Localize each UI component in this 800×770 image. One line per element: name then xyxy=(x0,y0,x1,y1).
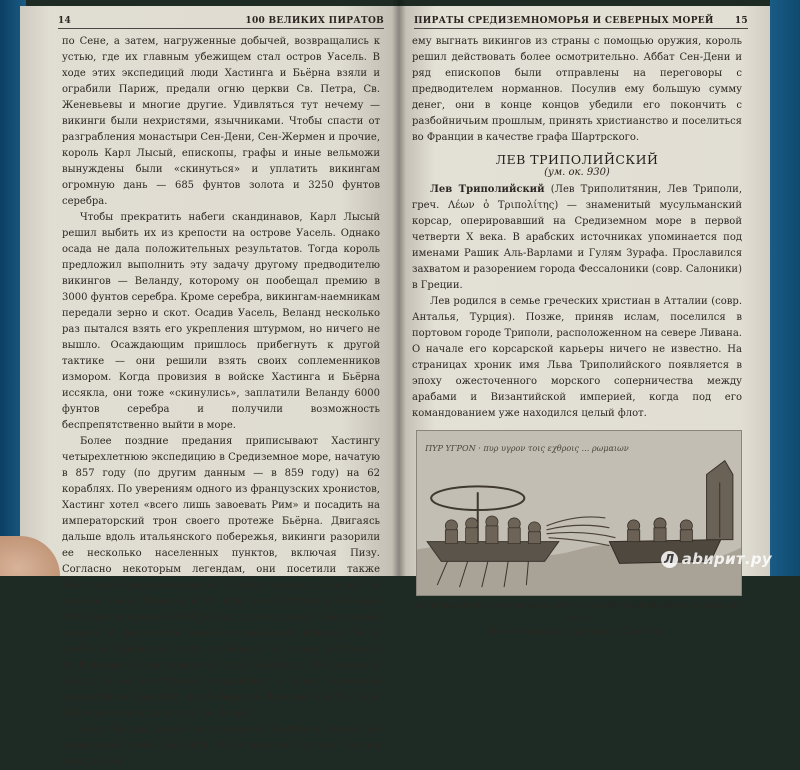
right-intro-paragraph: ему выгнать викингов из страны с помощью оружия, король решил действовать более осмотрительно. Аббат Сен-Дени и ряд епископов были отправлены на переговоры с предводителем норманнов. Посулив ему большую сумму денег, они в конце концов убедили его покончить с разбойничьим прошлым, принять христианство и поселиться во Франции в качестве графа Шартрского. xyxy=(412,36,742,143)
section-subtitle: (ум. ок. 930) xyxy=(544,167,610,178)
left-paragraph-4: Карл Лысый, узнав о возвращении Хастинга, вызвал на совещание своих вассалов. Хотя многие горячие головы предлагали xyxy=(62,724,380,767)
lead-text: (Лев Триполитянин, Лев Триполи, греч. Λέων ὁ Τριπολίτης) — знаменитый мусульманский корсар, оперировавший на Средиземном море в первой четверти X века. В арабских источниках упоминается под именами Рашик Аль-Варлами и Гулям Зурафа. Прославился захватом и разорением города Фессалоники (совр. Салоники) в Греции. xyxy=(412,184,742,291)
right-paragraph-2: Лев родился в семье греческих христиан в Атталии (совр. Анталья, Турция). Позже, приняв ислам, поселился в портовом городе Триполи, расположенном на севере Ливана. О начале его корсарской карьеры ничего не известно. На страницах хроник имя Льва Триполийского появляется в эпоху ожесточенного морского соперничества между арабами и Византийской империей, когда под его командованием уже находился целый флот. xyxy=(412,296,742,419)
right-text-column xyxy=(412,34,742,639)
greek-fire-illustration xyxy=(416,430,742,596)
left-text-column xyxy=(62,34,380,770)
figure-inscription: ΠΥΡ ΥΓΡΟΝ · πυρ υγρον τοις εχθροις ... ρωμαιων xyxy=(425,443,629,453)
watermark-badge-icon: Л xyxy=(661,551,678,568)
manuscript-image xyxy=(417,431,741,595)
section-title: ЛЕВ ТРИПОЛИЙСКИЙ xyxy=(495,152,659,167)
left-paragraph-3: Более поздние предания приписывают Хастингу четырехлетнюю экспедицию в Средиземное море, начатую в 857 году (по другим данным — в 859 году) на 62 кораблях. По уверениям одного из французских хронистов, Хастинг хотел «всего лишь завоевать Рим» и посадить на императорский трон своего протеже Бьёрна. Двигаясь дальше вдоль итальянского побережья, викинги разорили ее несколько населенных пунктов, включая Пизу. Согласно некоторым легендам, они посетили также Восточное Средиземноморье, а затем повернули назад. По данным Гвина Джонса, в 861 году флот Хастинга и Бьёрна столкнулся в районе Гибралтарского пролива с флотилией мавров. В результате морского сражения викинги были разбиты. Примерно треть их бежала на север, добралась до Наварры и там разорила город Памплону. Полученный выкуп за ее властителя, угодившего в плен, норманны продолжили свой путь вдоль берегов Франции и в 862 году благополучно вошли в устье Луары. xyxy=(62,436,380,719)
right-page-number: 15 xyxy=(734,16,748,26)
right-running-head xyxy=(414,16,748,29)
left-paragraph-2: Чтобы прекратить набеги скандинавов, Карл Лысый решил выбить их из крепости на острове Уасель. Однако осада не дала положительных результатов. Тогда король предложил выполнить эту задачу другому предводителю викингов — Веланду, которому он пообещал премию в 3000 фунтов серебра. Кроме серебра, викингам-наемникам передали зерно и скот. Осадив Уасель, Веланд несколько раз пытался взять его укрепления штурмом, но ничего не вышло. Осаждающим пришлось прибегнуть к другой тактике — они решили взять своих соплеменников измором. Когда провизия в войске Хастинга и Бьёрна иссякла, они тоже «скинулись», заплатили Веланду 6000 фунтов серебра и получили возможность беспрепятственно выйти в море. xyxy=(62,212,380,431)
watermark xyxy=(661,550,772,568)
left-running-title: 100 ВЕЛИКИХ ПИРАТОВ xyxy=(245,16,384,26)
book-gutter-shadow xyxy=(392,0,406,576)
left-page xyxy=(20,6,398,767)
figure-caption xyxy=(412,600,742,639)
caption-line-2: Иллюстрация из рукописи Скилицы xyxy=(488,627,666,637)
caption-line-1: Использование «греческого огня» в арабо-византийских войнах на море. xyxy=(415,601,739,624)
lead-name: Лев Триполийский xyxy=(430,184,545,195)
right-running-title: ПИРАТЫ СРЕДИЗЕМНОМОРЬЯ И СЕВЕРНЫХ МОРЕЙ xyxy=(414,16,714,26)
right-page xyxy=(398,6,770,637)
watermark-text: abирит.ру xyxy=(681,550,772,568)
book-cover-right xyxy=(770,0,800,576)
left-running-head xyxy=(58,16,384,29)
lead-paragraph xyxy=(412,182,742,294)
left-page-number: 14 xyxy=(58,16,72,26)
left-paragraph-1: по Сене, а затем, нагруженные добычей, возвращались к устью, где их главным убежищем стал остров Уасель. В ходе этих экспедиций люди Хастинга и Бьёрна взяли и ограбили Париж, предали огню церкви Св. Петра, Св. Женевьевы и многие другие. Удивляться тут нечему — викинги были нехристями, язычниками. Чтобы спасти от разграбления монастыри Сен-Дени, Сен-Жермен и прочие, король Карл Лысый, епископы, графы и иные вельможи вынуждены были «скинуться» и уплатить викингам огромную дань — 685 фунтов золота и 3250 фунтов серебра. xyxy=(62,36,380,207)
